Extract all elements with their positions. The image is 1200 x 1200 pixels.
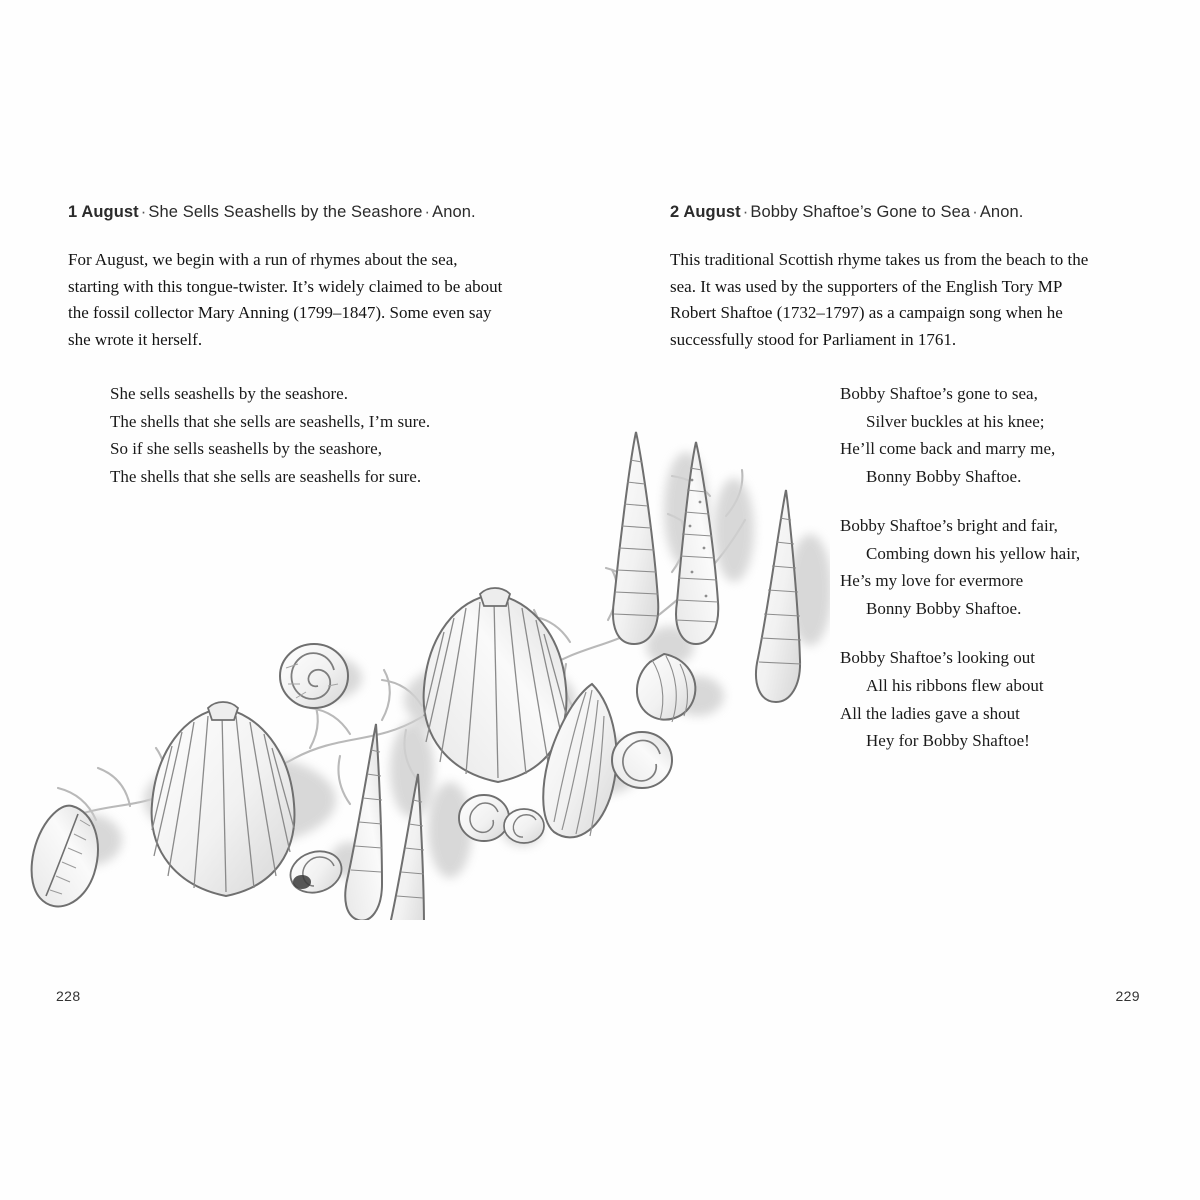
- title-separator: ·: [140, 203, 147, 221]
- title-separator-2: ·: [972, 203, 978, 221]
- entry-intro-left: For August, we begin with a run of rhymes about the sea, starting with this tongue-twister. It’s widely claimed to be about the fossil collector Mary Anning (1799–1847). Some even say she wrote it herself.: [68, 249, 503, 350]
- verse-line: Bonny Bobby Shaftoe.: [866, 598, 1022, 618]
- verse-line: He’ll come back and marry me,: [840, 439, 1056, 459]
- verse-line: The shells that she sells are seashells, I’m sure.: [110, 411, 431, 431]
- page-number-left: 228: [56, 988, 81, 1004]
- entry-date: 1 August: [68, 203, 139, 221]
- entry-title-right: [670, 200, 1110, 225]
- verse-line: Silver buckles at his knee;: [866, 411, 1045, 431]
- entry-date: 2 August: [670, 203, 741, 221]
- verse-line: So if she sells seashells by the seashore,: [110, 439, 382, 459]
- right-column: [670, 200, 1110, 755]
- verse-line: Hey for Bobby Shaftoe!: [866, 731, 1030, 751]
- verse-line: The shells that she sells are seashells for sure.: [110, 466, 422, 486]
- verse-right: [840, 380, 1110, 754]
- verse-line: She sells seashells by the seashore.: [110, 384, 348, 404]
- stanza: [840, 512, 1110, 622]
- verse-line: All the ladies gave a shout: [840, 703, 1020, 723]
- stanza: [110, 380, 508, 490]
- entry-attribution: Anon.: [432, 203, 476, 221]
- verse-line: Bobby Shaftoe’s gone to sea,: [840, 384, 1038, 404]
- title-separator: ·: [742, 203, 749, 221]
- entry-heading-text: She Sells Seashells by the Seashore: [148, 203, 423, 221]
- entry-heading-text: Bobby Shaftoe’s Gone to Sea: [750, 203, 971, 221]
- entry-title-left: [68, 200, 508, 225]
- stanza: [840, 644, 1110, 754]
- page-right: [600, 0, 1200, 1200]
- entry-intro-right: This traditional Scottish rhyme takes us from the beach to the sea. It was used by the supporters of the English Tory MP Robert Shaftoe (1732–1797) as a campaign song when he successfully stood for Parliament in 1761.: [670, 249, 1089, 350]
- title-separator-2: ·: [424, 203, 431, 221]
- page-number-right: 229: [1115, 988, 1140, 1004]
- verse-line: All his ribbons flew about: [866, 675, 1044, 695]
- verse-line: Bobby Shaftoe’s looking out: [840, 648, 1036, 668]
- verse-left: [110, 380, 508, 490]
- verse-line: Bonny Bobby Shaftoe.: [866, 466, 1022, 486]
- stanza: [840, 380, 1110, 490]
- entry-attribution: Anon.: [979, 203, 1024, 221]
- verse-line: Combing down his yellow hair,: [866, 543, 1081, 563]
- verse-line: Bobby Shaftoe’s bright and fair,: [840, 516, 1058, 536]
- verse-line: He’s my love for evermore: [840, 571, 1024, 591]
- left-column: [68, 200, 508, 490]
